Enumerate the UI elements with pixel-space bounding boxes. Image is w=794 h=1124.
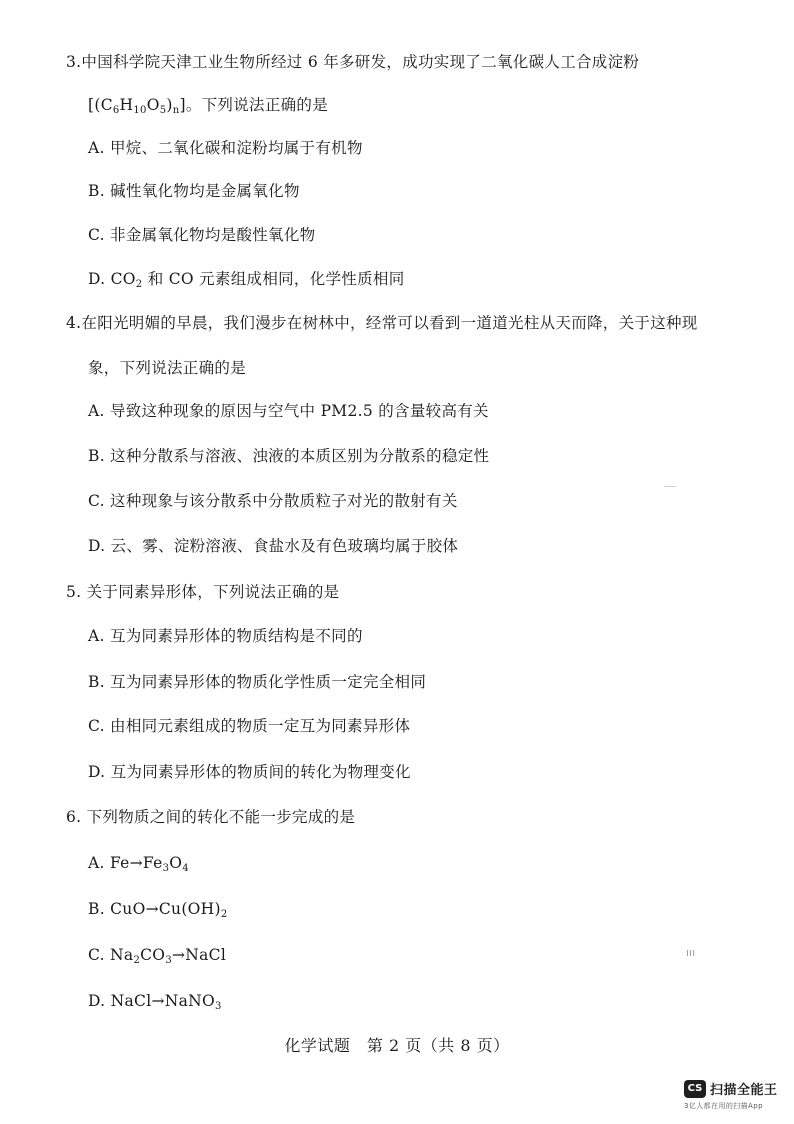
question-6-option-b: B. $CuO\to Cu(OH)_2$ bbox=[88, 900, 228, 920]
question-6-option-c: C. $Na_2CO_3\to NaCl$ bbox=[88, 946, 227, 966]
question-6-stem: 6. 下列物质之间的转化不能一步完成的是 bbox=[66, 808, 356, 826]
question-6-option-d: D. NaCl→NaNO$_3$ bbox=[88, 992, 222, 1012]
question-3-stem: 3.中国科学院天津工业生物所经过 6 年多研发，成功实现了二氧化碳人工合成淀粉 bbox=[66, 53, 640, 71]
question-4-option-c: C. 这种现象与该分散系中分散质粒子对光的散射有关 bbox=[88, 492, 458, 510]
question-5-stem: 5. 关于同素异形体，下列说法正确的是 bbox=[66, 583, 340, 601]
question-4-stem: 4.在阳光明媚的早晨，我们漫步在树林中，经常可以看到一道道光柱从天而降，关于这种现 bbox=[66, 314, 698, 332]
question-5-option-a: A. 互为同素异形体的物质结构是不同的 bbox=[88, 627, 363, 645]
question-6-option-a: A. $Fe\to Fe_3O_4$ bbox=[88, 854, 189, 874]
question-4-option-a: A. 导致这种现象的原因与空气中 PM2.5 的含量较高有关 bbox=[88, 402, 489, 420]
scan-artifact-line bbox=[664, 486, 676, 487]
scan-artifact-text: ııı bbox=[686, 946, 696, 959]
question-4-option-b: B. 这种分散系与溶液、浊液的本质区别为分散系的稳定性 bbox=[88, 447, 490, 465]
question-3-option-b: B. 碱性氧化物均是金属氧化物 bbox=[88, 182, 300, 200]
question-4-option-d: D. 云、雾、淀粉溶液、食盐水及有色玻璃均属于胶体 bbox=[88, 537, 459, 555]
question-3-option-c: C. 非金属氧化物均是酸性氧化物 bbox=[88, 226, 316, 244]
camscanner-logo-icon: CS bbox=[684, 1080, 706, 1098]
question-5-option-d: D. 互为同素异形体的物质间的转化为物理变化 bbox=[88, 763, 411, 781]
watermark-title: 扫描全能王 bbox=[710, 1083, 778, 1098]
watermark-subtitle: 3亿人都在用的扫描App bbox=[684, 1102, 763, 1110]
question-3-stem-formula: $[(C_6H_{10}O_5)_n]$。下列说法正确的是 bbox=[88, 96, 329, 116]
question-5-option-b: B. 互为同素异形体的物质化学性质一定完全相同 bbox=[88, 673, 427, 691]
question-4-stem-cont: 象，下列说法正确的是 bbox=[88, 359, 247, 377]
question-3-option-d: D. $CO_2$ 和 CO 元素组成相同，化学性质相同 bbox=[88, 270, 405, 290]
question-5-option-c: C. 由相同元素组成的物质一定互为同素异形体 bbox=[88, 717, 411, 735]
page-footer: 化学试题 第 2 页（共 8 页） bbox=[284, 1036, 510, 1055]
question-3-option-a: A. 甲烷、二氧化碳和淀粉均属于有机物 bbox=[88, 139, 363, 157]
